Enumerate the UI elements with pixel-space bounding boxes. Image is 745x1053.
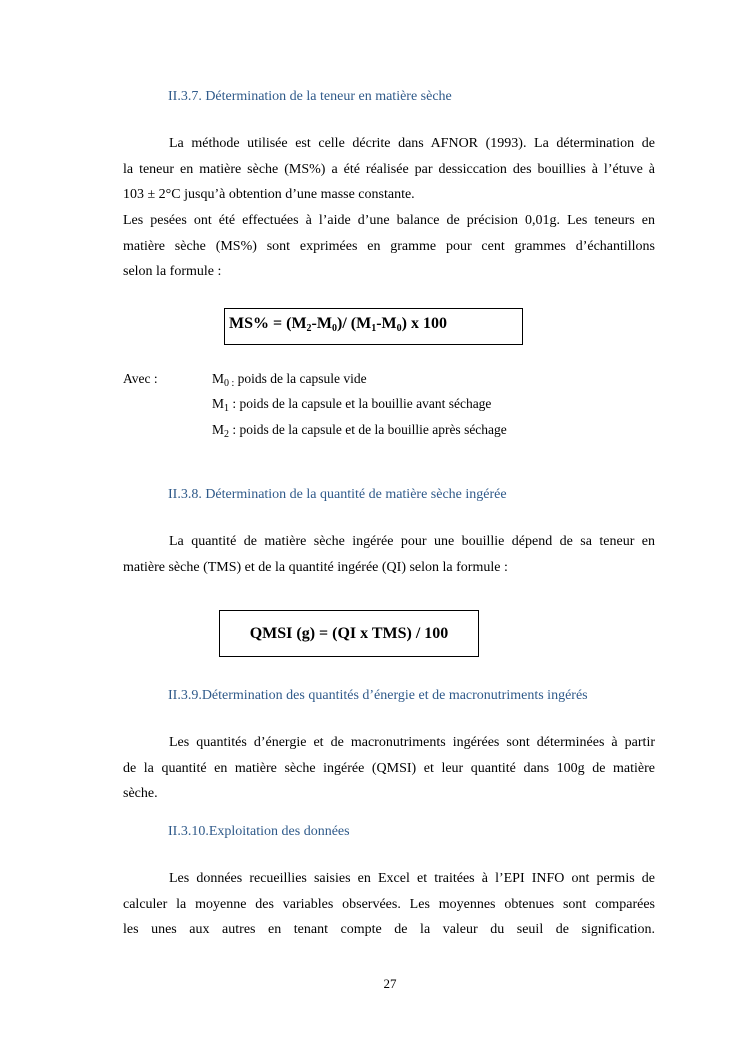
paragraph-line: calculer la moyenne des variables observées. Les moyennes obtenues sont comparées [123, 896, 655, 912]
legend-item-m2: $M_2$ : poids de la capsule et de la bouillie après séchage [212, 422, 507, 440]
paragraph-line: de la quantité en matière sèche ingérée (QMSI) et leur quantité dans 100g de matière [123, 760, 655, 776]
section-heading-2-3-9: II.3.9.Détermination des quantités d’énergie et de macronutriments ingérés [168, 688, 588, 703]
paragraph-line: selon la formule : [123, 264, 222, 279]
paragraph-line: La méthode utilisée est celle décrite dans AFNOR (1993). La détermination de [169, 136, 655, 151]
paragraph-weighing [123, 208, 655, 285]
paragraph-line: Les données recueillies saisies en Excel et traitées à l’EPI INFO ont permis de [169, 871, 655, 886]
formula-box-qmsi [219, 610, 479, 657]
section-heading-2-3-10: II.3.10.Exploitation des données [168, 824, 350, 839]
paragraph-qmsi [123, 529, 655, 580]
section-heading-2-3-7: II.3.7. Détermination de la teneur en matière sèche [168, 89, 452, 104]
paragraph-line: matière sèche (MS%) sont exprimées en gramme pour cent grammes d’échantillons [123, 238, 655, 254]
paragraph-line: La quantité de matière sèche ingérée pour une bouillie dépend de sa teneur en [169, 534, 655, 549]
formula-box-ms [224, 308, 523, 345]
page-number: 27 [383, 976, 397, 991]
formula-qmsi: QMSI (g) = (QI x TMS) / 100 [249, 625, 449, 642]
paragraph-energy [123, 730, 655, 807]
paragraph-line: Les quantités d’énergie et de macronutriments ingérées sont déterminées à partir [169, 735, 655, 750]
paragraph-line: sèche. [123, 786, 158, 801]
formula-ms: $MS\% = (M_2-M_0)/$ $(M_1-M_0)$ x 100 [229, 315, 447, 334]
paragraph-line: la teneur en matière sèche (MS%) a été réalisée par dessiccation des bouillies à l’étuve à [123, 161, 655, 177]
paragraph-afnor-method [123, 131, 655, 208]
paragraph-data-exploitation [123, 866, 655, 943]
legend-label: Avec : [123, 371, 158, 386]
section-heading-2-3-8: II.3.8. Détermination de la quantité de matière sèche ingérée [168, 487, 507, 502]
paragraph-line: matière sèche (TMS) et de la quantité ingérée (QI) selon la formule : [123, 559, 508, 575]
paragraph-line: les unes aux autres en tenant compte de la valeur du seuil de signification. [123, 922, 655, 937]
legend-item-m1: $M_1$ : poids de la capsule et la bouillie avant séchage [212, 396, 492, 414]
paragraph-line: Les pesées ont été effectuées à l’aide d’une balance de précision 0,01g. Les teneurs en [123, 213, 655, 228]
paragraph-line: 103 ± 2°C jusqu’à obtention d’une masse constante. [123, 187, 415, 202]
legend-item-m0: $M_{0 :}$ poids de la capsule vide [212, 371, 367, 389]
